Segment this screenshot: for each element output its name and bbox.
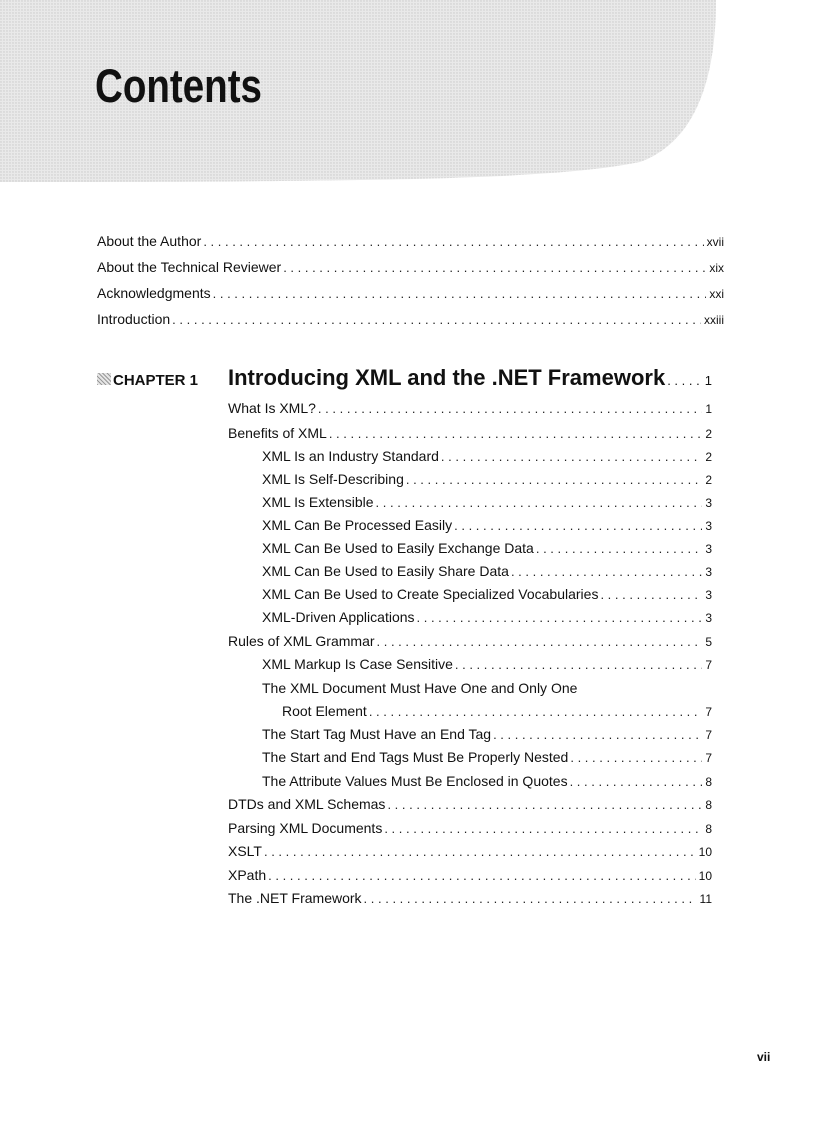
dot-leader xyxy=(493,726,702,744)
toc-entry[interactable] xyxy=(97,258,724,277)
toc-subsection-page: 3 xyxy=(705,496,712,510)
toc-subsection-continued[interactable] xyxy=(282,702,712,721)
dot-leader xyxy=(570,749,702,767)
toc-subsection-label: XML Is Extensible xyxy=(262,494,374,510)
toc-section-label: XPath xyxy=(228,867,267,883)
toc-section-page: 1 xyxy=(705,402,712,416)
dot-leader xyxy=(417,609,703,627)
toc-section-page: 10 xyxy=(698,869,712,883)
toc-entry-label: Acknowledgments xyxy=(97,285,211,301)
toc-subsection-label: XML Can Be Used to Create Specialized Vocabularies xyxy=(262,586,599,602)
toc-section-page: 10 xyxy=(698,845,712,859)
toc-subsection[interactable] xyxy=(262,585,712,604)
dot-leader xyxy=(387,796,702,814)
toc-subsection[interactable] xyxy=(262,725,712,744)
toc-entry-label: About the Technical Reviewer xyxy=(97,259,282,275)
chapter-marker-icon xyxy=(97,373,111,385)
toc-subsection[interactable] xyxy=(262,493,712,512)
dot-leader xyxy=(511,563,702,581)
dot-leader xyxy=(213,285,707,303)
toc-section[interactable] xyxy=(228,866,712,885)
toc-subsection-page: 7 xyxy=(705,705,712,719)
dot-leader xyxy=(377,633,703,651)
toc-entry-page: xxiii xyxy=(704,313,724,327)
toc-subsection-page: 8 xyxy=(705,775,712,789)
toc-entry[interactable] xyxy=(97,284,724,303)
toc-subsection-page: 3 xyxy=(705,542,712,556)
toc-entry-label: About the Author xyxy=(97,233,202,249)
toc-section[interactable] xyxy=(228,819,712,838)
page-number: vii xyxy=(757,1050,771,1064)
toc-section-label: The .NET Framework xyxy=(228,890,362,906)
toc-entry-page: xxi xyxy=(709,287,724,301)
toc-subsection[interactable] xyxy=(262,772,712,791)
toc-subsection-label: The Attribute Values Must Be Enclosed in Quotes xyxy=(262,773,568,789)
toc-subsection-page: 7 xyxy=(705,728,712,742)
toc-subsection-page: 3 xyxy=(705,611,712,625)
toc-subsection-label: The Start and End Tags Must Be Properly Nested xyxy=(262,749,569,765)
toc-entry[interactable] xyxy=(97,232,724,251)
dot-leader xyxy=(441,448,702,466)
toc-subsection[interactable] xyxy=(262,655,712,674)
toc-subsection-label: XML-Driven Applications xyxy=(262,609,415,625)
toc-section-page: 8 xyxy=(705,822,712,836)
toc-subsection-label: XML Can Be Used to Easily Exchange Data xyxy=(262,540,534,556)
toc-section[interactable] xyxy=(228,399,712,418)
dot-leader xyxy=(376,494,703,512)
toc-section[interactable] xyxy=(228,632,712,651)
dot-leader xyxy=(455,656,702,674)
toc-section-page: 5 xyxy=(705,635,712,649)
toc-entry-page: xix xyxy=(709,261,724,275)
dot-leader xyxy=(570,773,703,791)
toc-subsection[interactable] xyxy=(262,516,712,535)
toc-section-label: Rules of XML Grammar xyxy=(228,633,375,649)
dot-leader xyxy=(268,867,696,885)
dot-leader xyxy=(667,373,702,388)
toc-section-label: What Is XML? xyxy=(228,400,316,416)
page-title: Contents xyxy=(95,59,262,112)
dot-leader xyxy=(369,703,702,721)
toc-subsection-page: 2 xyxy=(705,450,712,464)
toc-entry[interactable] xyxy=(97,310,724,329)
chapter-label xyxy=(97,372,228,389)
toc-subsection[interactable] xyxy=(262,470,712,489)
dot-leader xyxy=(283,259,706,277)
toc-subsection-page: 2 xyxy=(705,473,712,487)
toc-section-page: 8 xyxy=(705,798,712,812)
toc-section[interactable] xyxy=(228,424,712,443)
toc-subsection-label: XML Is Self-Describing xyxy=(262,471,404,487)
chapter-number: CHAPTER 1 xyxy=(113,372,199,389)
toc-subsection-page: 3 xyxy=(705,519,712,533)
toc-entry-page: xvii xyxy=(706,235,724,249)
toc-entry-label: Introduction xyxy=(97,311,171,327)
toc-section-page: 11 xyxy=(699,892,712,906)
dot-leader xyxy=(329,425,702,443)
dot-leader xyxy=(536,540,702,558)
toc-subsection-label: Root Element xyxy=(282,703,367,719)
toc-subsection-label: The Start Tag Must Have an End Tag xyxy=(262,726,492,742)
toc-subsection[interactable] xyxy=(262,748,712,767)
toc-section-page: 2 xyxy=(705,427,712,441)
chapter-page: 1 xyxy=(704,373,712,388)
chapter-heading[interactable] xyxy=(97,365,712,391)
toc-subsection[interactable] xyxy=(262,447,712,466)
toc-subsection[interactable] xyxy=(262,608,712,627)
dot-leader xyxy=(172,311,701,329)
toc-section[interactable] xyxy=(228,795,712,814)
dot-leader xyxy=(203,233,703,251)
dot-leader xyxy=(264,843,696,861)
toc-section-label: Benefits of XML xyxy=(228,425,327,441)
toc-subsection-page: 3 xyxy=(705,565,712,579)
toc-section[interactable] xyxy=(228,889,712,908)
toc-subsection[interactable] xyxy=(262,539,712,558)
toc-section[interactable] xyxy=(228,842,712,861)
toc-subsection-page: 7 xyxy=(705,751,712,765)
toc-subsection[interactable] xyxy=(262,562,712,581)
toc-subsection-label: The XML Document Must Have One and Only One xyxy=(262,680,578,696)
toc-section-label: XSLT xyxy=(228,843,262,859)
toc-subsection-label: XML Is an Industry Standard xyxy=(262,448,439,464)
toc-subsection-label: XML Can Be Used to Easily Share Data xyxy=(262,563,509,579)
dot-leader xyxy=(454,517,702,535)
dot-leader xyxy=(364,890,697,908)
toc-section-label: Parsing XML Documents xyxy=(228,820,383,836)
toc-subsection-label: XML Can Be Processed Easily xyxy=(262,517,453,533)
toc-subsection-page: 7 xyxy=(705,658,712,672)
dot-leader xyxy=(600,586,702,604)
toc-subsection[interactable] xyxy=(262,679,712,697)
toc-subsection-label: XML Markup Is Case Sensitive xyxy=(262,656,453,672)
chapter-title: Introducing XML and the .NET Framework xyxy=(228,365,666,390)
dot-leader xyxy=(384,820,702,838)
toc-section-label: DTDs and XML Schemas xyxy=(228,796,386,812)
toc-subsection-page: 3 xyxy=(705,588,712,602)
dot-leader xyxy=(318,400,702,418)
dot-leader xyxy=(406,471,702,489)
